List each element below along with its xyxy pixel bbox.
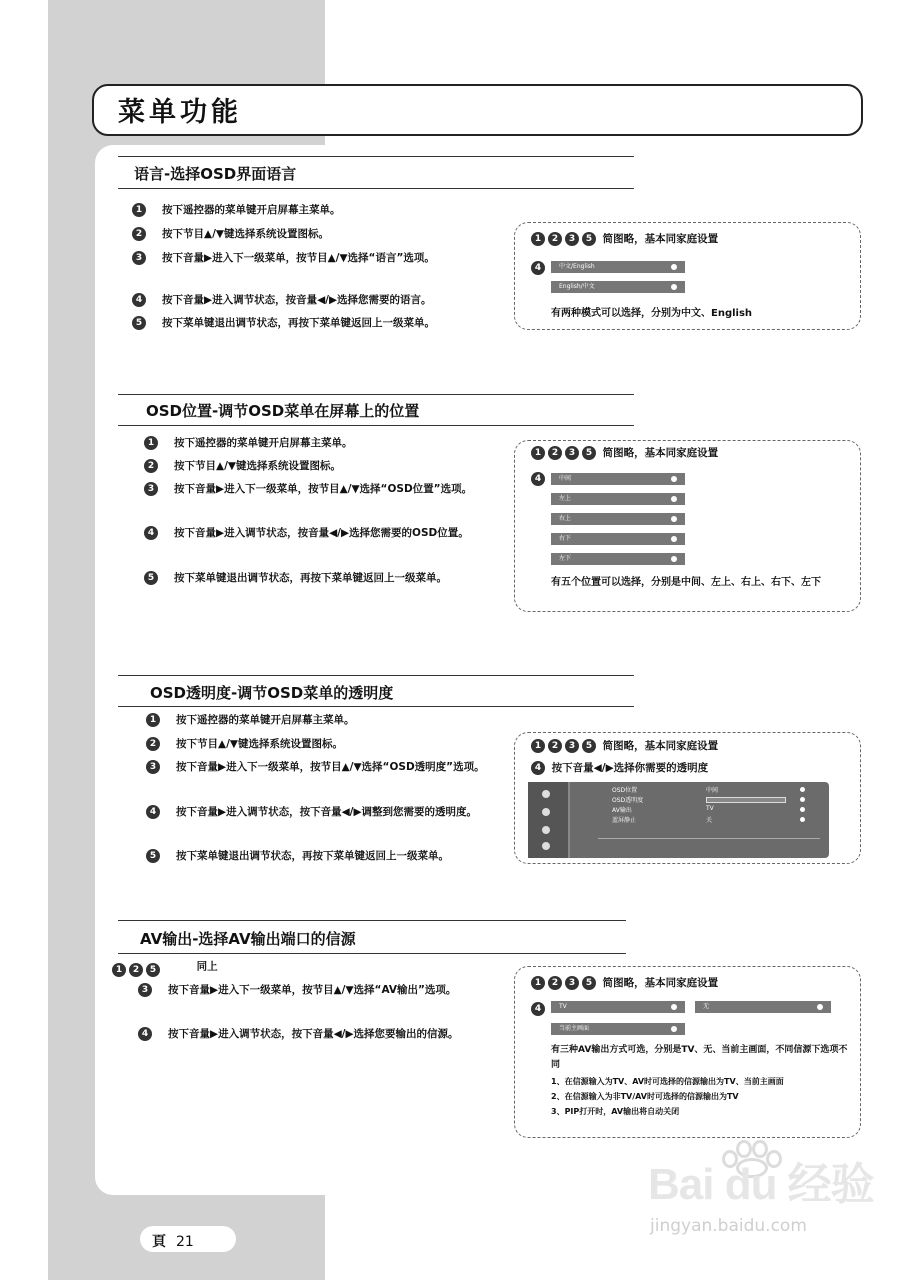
watermark-brand: Bai du 经验 [648,1160,874,1209]
step-item: 4 按下音量▶进入调节状态，按音量◀/▶选择您需要的语言。 [162,290,507,311]
step-item: 5 按下菜单键退出调节状态，再按下菜单键返回上一级菜单。 [174,568,519,589]
osd-row-label: 蓝屏静止 [612,817,637,824]
menu-option-bar: TV [551,1001,685,1013]
section-rule [118,156,634,157]
info-note: 有三种AV输出方式可选，分别是TV、无、当前主画面，不同信源下选项不同 [551,1045,848,1070]
section-rule [118,920,626,921]
section-rule [118,953,626,954]
osd-row-label: OSD位置 [612,787,638,794]
info-box-av-output [514,966,861,1138]
step-item: 2 按下节目▲/▼键选择系统设置图标。 [174,456,519,477]
info-box-osd-position [514,440,861,612]
section-rule [118,188,634,189]
info-box-header: 1 2 3 5 简图略，基本同家庭设置 [531,738,718,753]
step-item: 3 按下音量▶进入下一级菜单，按节目▲/▼选择“AV输出”选项。 [168,980,488,1001]
step-item: 3 按下音量▶进入下一级菜单，按节目▲/▼选择“OSD透明度”选项。 [176,757,501,778]
osd-icon [542,808,550,816]
osd-icon [542,790,550,798]
section-rule [118,706,634,707]
step-item: 4 按下音量▶进入调节状态，按音量◀/▶选择您需要的OSD位置。 [174,523,499,544]
menu-option-bar: 无 [695,1001,831,1013]
osd-dot [800,807,805,812]
osd-row-label: OSD透明度 [612,797,644,804]
step-item: 5 按下菜单键退出调节状态，再按下菜单键返回上一级菜单。 [176,846,521,867]
step-item: 1 按下遥控器的菜单键开启屏幕主菜单。 [174,433,519,454]
menu-option-bar: 右上 [551,513,685,525]
section-rule [118,394,634,395]
same-as-above-line: 1 2 5 同上 [142,956,342,978]
step-item: 5 按下菜单键退出调节状态，再按下菜单键返回上一级菜单。 [162,313,507,334]
menu-option-bar: 左下 [551,553,685,565]
step-number-badge: 4 [531,472,545,486]
osd-row-value: 中间 [706,787,719,794]
section-title-osd-transparency: OSD透明度-调节OSD菜单的透明度 [150,684,394,702]
osd-row-label: AV输出 [612,807,632,814]
osd-dot [800,787,805,792]
step-item: 3 按下音量▶进入下一级菜单，按节目▲/▼选择“语言”选项。 [162,248,484,269]
step-item: 4 按下音量▶进入调节状态，按下音量◀/▶调整到您需要的透明度。 [176,802,501,823]
step-item: 2 按下节目▲/▼键选择系统设置图标。 [162,224,507,245]
watermark-url: jingyan.baidu.com [650,1216,807,1236]
page-number: 頁 21 [152,1234,194,1250]
osd-row-value: 关 [706,817,713,824]
step-number-badge: 4 [531,261,545,275]
section-title-osd-position: OSD位置-调节OSD菜单在屏幕上的位置 [146,402,420,420]
step-item: 4 按下音量▶进入调节状态，按下音量◀/▶选择您要输出的信源。 [168,1024,488,1045]
step-item: 1 按下遥控器的菜单键开启屏幕主菜单。 [162,200,507,221]
section-rule [118,675,634,676]
menu-option-bar: 当前主画面 [551,1023,685,1035]
info-note: 有五个位置可以选择，分别是中间、左上、右上、右下、左下 [551,577,821,588]
osd-dot [800,817,805,822]
section-title-av-output: AV输出-选择AV输出端口的信源 [140,930,356,948]
info-note: 3、PIP打开时，AV输出将自动关闭 [551,1107,680,1116]
menu-option-bar: 左上 [551,493,685,505]
section-title-language: 语言-选择OSD界面语言 [134,165,297,183]
section-rule [118,425,634,426]
menu-option-bar: 中文/English [551,261,685,273]
info-box-header: 1 2 3 5 简图略，基本同家庭设置 [531,231,718,246]
info-note: 2、在信源输入为非TV/AV时可选择的信源输出为TV [551,1092,739,1101]
step-number-badge: 4 [531,1002,545,1016]
step-item: 3 按下音量▶进入下一级菜单，按节目▲/▼选择“OSD位置”选项。 [174,479,499,500]
info-note: 1、在信源输入为TV、AV时可选择的信源输出为TV、当前主画面 [551,1077,784,1086]
info-box-subheader: 4 按下音量◀/▶选择你需要的透明度 [531,760,708,775]
info-box-header: 1 2 3 5 简图略，基本同家庭设置 [531,975,718,990]
osd-icon [542,826,550,834]
page-title: 菜单功能 [118,97,242,128]
transparency-slider [706,797,786,803]
osd-dot [800,797,805,802]
info-box-language [514,222,861,330]
step-item: 2 按下节目▲/▼键选择系统设置图标。 [176,734,521,755]
menu-option-bar: 右下 [551,533,685,545]
info-box-header: 1 2 3 5 简图略，基本同家庭设置 [531,445,718,460]
osd-row-value: TV [706,805,714,812]
osd-menu-screenshot [528,782,829,858]
info-note: 有两种模式可以选择，分别为中文、English [551,308,753,319]
step-item: 1 按下遥控器的菜单键开启屏幕主菜单。 [176,710,521,731]
menu-option-bar: 中间 [551,473,685,485]
osd-icon [542,842,550,850]
osd-icon-column [528,782,570,858]
menu-option-bar: English/中文 [551,281,685,293]
